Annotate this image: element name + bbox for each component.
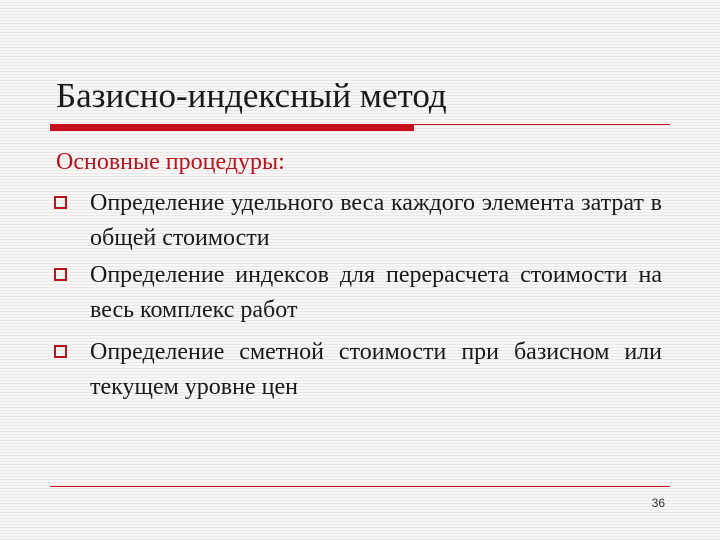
- slide-subtitle: Основные процедуры:: [56, 149, 285, 175]
- bullet-text: Определение сметной стоимости при базисном или текущем уровне цен: [90, 339, 662, 400]
- footer-divider: [50, 486, 670, 487]
- hollow-square-icon: [54, 196, 67, 209]
- title-underline-bar: [50, 124, 414, 131]
- title-underline-line: [414, 124, 670, 125]
- hollow-square-icon: [54, 345, 67, 358]
- page-number: 36: [651, 496, 665, 510]
- bullet-text: Определение удельного веса каждого элемента затрат в общей стоимости: [90, 190, 662, 251]
- slide-title: Базисно-индексный метод: [56, 76, 447, 115]
- bullet-text: Определение индексов для перерасчета стоимости на весь комплекс работ: [90, 262, 662, 323]
- hollow-square-icon: [54, 268, 67, 281]
